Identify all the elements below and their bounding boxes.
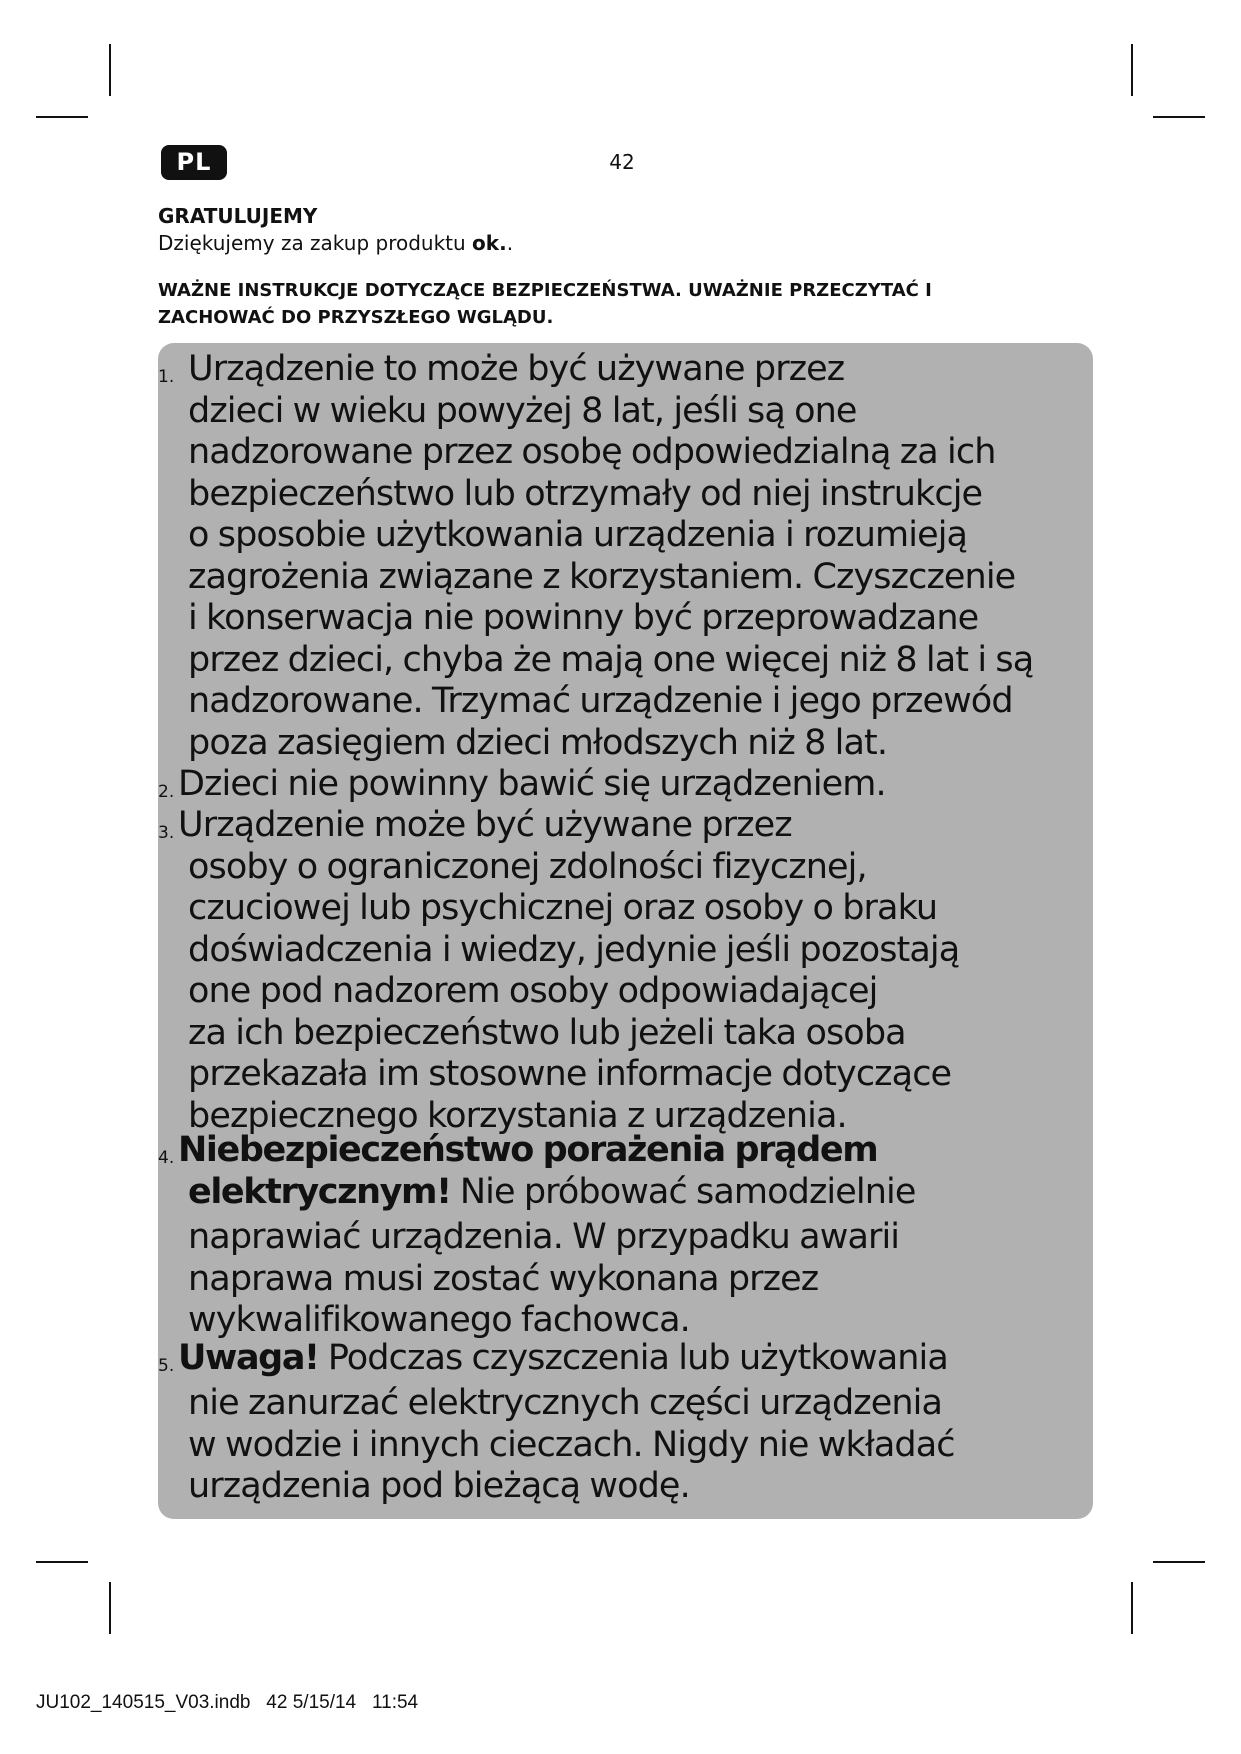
warning-line: i konserwacja nie powinny być przeprowadzane: [188, 598, 979, 638]
warning-line-rest: Nie próbować samodzielnie: [450, 1171, 916, 1212]
crop-mark-bottom-right-vertical: [1131, 1582, 1133, 1634]
warning-line: o sposobie użytkowania urządzenia i rozumieją: [188, 515, 968, 555]
warning-line: Dzieci nie powinny bawić się urządzeniem.: [178, 764, 886, 804]
warning-line: czuciowej lub psychicznej oraz osoby o braku: [188, 888, 938, 928]
thanks-text: [158, 230, 513, 256]
warning-line: nadzorowane. Trzymać urządzenie i jego przewód: [188, 681, 1013, 721]
print-slug-date: 5/15/14: [292, 1692, 357, 1713]
thanks-lead: Dziękujemy za zakup produktu: [158, 231, 473, 255]
crop-mark-bottom-left-horizontal: [36, 1561, 88, 1563]
warning-line: Urządzenie to może być używane przez: [188, 349, 845, 389]
warning-line: naprawiać urządzenia. W przypadku awarii: [188, 1217, 900, 1257]
warning-line: bezpieczeństwo lub otrzymały od niej instrukcje: [188, 473, 983, 514]
warning-line: one pod nadzorem osoby odpowiadającej: [188, 971, 878, 1011]
warning-line: doświadczenia i wiedzy, jedynie jeśli pozostają: [188, 929, 960, 970]
warning-line: w wodzie i innych cieczach. Nigdy nie wkładać: [188, 1424, 955, 1465]
print-slug-time: 11:54: [371, 1692, 419, 1713]
page-number: 42: [609, 150, 635, 174]
warning-line: przekazała im stosowne informacje dotyczące: [188, 1054, 952, 1094]
warning-number: 4.: [158, 1148, 175, 1168]
warning-line: urządzenia pod bieżącą wodę.: [188, 1466, 690, 1506]
crop-mark-bottom-right-horizontal: [1153, 1561, 1205, 1563]
warning-line: nie zanurzać elektrycznych części urządzenia: [188, 1383, 943, 1423]
thanks-end: .: [506, 231, 514, 255]
caution-heading: Uwaga!: [178, 1338, 319, 1378]
warning-line: osoby o ograniczonej zdolności fizycznej,: [188, 846, 867, 887]
warning-line: Urządzenie może być używane przez: [178, 805, 792, 845]
crop-mark-top-right-horizontal: [1153, 116, 1205, 118]
warning-number: 5.: [158, 1356, 175, 1376]
warning-line: dzieci w wieku powyżej 8 lat, jeśli są one: [188, 390, 857, 431]
warning-line: nadzorowane przez osobę odpowiedzialną za ich: [188, 432, 996, 472]
language-badge: PL: [161, 145, 227, 180]
crop-mark-top-left-horizontal: [36, 116, 88, 118]
danger-heading: Niebezpieczeństwo porażenia prądem: [178, 1130, 878, 1170]
safety-title-line: WAŻNE INSTRUKCJE DOTYCZĄCE BEZPIECZEŃSTWA. UWAŻNIE PRZECZYTAĆ I: [158, 280, 932, 301]
danger-heading-cont: elektrycznym!: [188, 1171, 451, 1212]
warning-line: naprawa musi zostać wykonana przez: [188, 1258, 819, 1299]
warning-line-rest: Podczas czyszczenia lub użytkowania: [318, 1338, 948, 1378]
safety-instructions-title: [158, 277, 1088, 331]
warning-line: przez dzieci, chyba że mają one więcej niż 8 lat i są: [188, 639, 1034, 680]
congratulations-heading: GRATULUJEMY: [158, 204, 318, 228]
safety-title-line: ZACHOWAĆ DO PRZYSZŁEGO WGLĄDU.: [158, 307, 554, 328]
warning-line: zagrożenia związane z korzystaniem. Czyszczenie: [188, 556, 1016, 597]
warning-line: bezpiecznego korzystania z urządzenia.: [188, 1095, 847, 1136]
print-slug: [36, 1692, 418, 1714]
warning-line: wykwalifikowanego fachowca.: [188, 1300, 690, 1340]
brand-name: ok.: [472, 231, 507, 255]
warning-line: za ich bezpieczeństwo lub jeżeli taka osoba: [188, 1012, 906, 1053]
crop-mark-top-right-vertical: [1131, 44, 1133, 96]
warning-line: poza zasięgiem dzieci młodszych niż 8 lat.: [188, 722, 888, 763]
warning-number: 2.: [158, 782, 175, 802]
crop-mark-bottom-left-vertical: [109, 1582, 111, 1634]
crop-mark-top-left-vertical: [109, 44, 111, 96]
print-slug-file: JU102_140515_V03.indb 42: [36, 1692, 288, 1713]
warning-number: 1.: [158, 367, 175, 387]
warning-number: 3.: [158, 823, 175, 843]
warnings-box: [158, 343, 1093, 1519]
warning-line: [178, 1130, 877, 1172]
warning-line: [178, 1338, 948, 1380]
warning-line: [188, 1172, 915, 1214]
